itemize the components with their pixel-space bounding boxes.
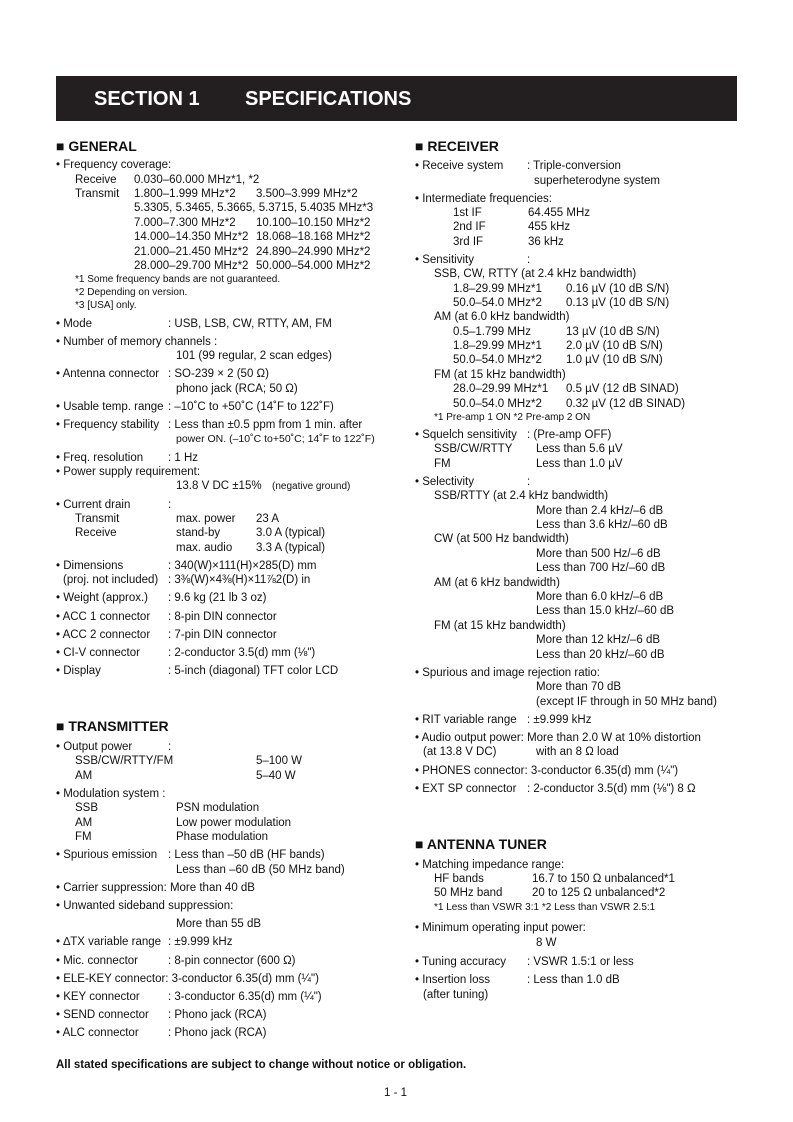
- spec-value: : (Pre-amp OFF): [527, 429, 612, 441]
- spec-sublabel: (at 13.8 V DC): [423, 746, 497, 758]
- spec-value: 101 (99 regular, 2 scan edges): [176, 350, 332, 362]
- spec-sublabel: FM: [75, 831, 92, 843]
- spec-value: Less than 15.0 kHz/–60 dB: [536, 605, 675, 617]
- section-title: SPECIFICATIONS: [245, 88, 412, 110]
- spec-value: : Less than –50 dB (HF bands): [168, 849, 325, 861]
- spec-value: 13.8 V DC ±15%: [176, 480, 262, 492]
- spec-value: : 340(W)×111(H)×285(D) mm: [168, 560, 317, 572]
- spec-value: : –10˚C to +50˚C (14˚F to 122˚F): [168, 401, 334, 413]
- spec-value: : 3-conductor 6.35(d) mm (¼"): [168, 991, 322, 1003]
- spec-value: 455 kHz: [528, 221, 571, 233]
- spec-value: 3.3 A (typical): [256, 542, 326, 554]
- spec-label: • Spurious and image rejection ratio:: [415, 667, 600, 679]
- spec-label: • Carrier suppression: More than 40 dB: [56, 882, 255, 894]
- spec-value: More than 70 dB: [536, 681, 622, 693]
- spec-label: • Receive system: [415, 160, 504, 172]
- spec-sublabel: SSB/CW/RTTY: [434, 443, 513, 455]
- spec-sublabel: SSB/CW/RTTY/FM: [75, 755, 174, 767]
- spec-label: • ACC 2 connector: [56, 629, 151, 641]
- spec-sublabel: 50 MHz band: [434, 887, 503, 899]
- spec-label: • Frequency stability: [56, 419, 160, 431]
- spec-value: max. power: [176, 513, 236, 525]
- spec-value: More than 6.0 kHz/–6 dB: [536, 591, 664, 603]
- section-number: SECTION 1: [94, 88, 200, 110]
- spec-value: : ±9.999 kHz: [168, 936, 233, 948]
- spec-value: Less than –60 dB (50 MHz band): [176, 864, 345, 876]
- spec-sublabel: FM: [434, 458, 451, 470]
- spec-label: • Sensitivity: [415, 254, 474, 266]
- footnote: *3 [USA] only.: [75, 300, 137, 311]
- spec-value: 1.0 µV (10 dB S/N): [566, 354, 663, 366]
- section-banner: [56, 76, 737, 121]
- spec-value: 50.000–54.000 MHz*2: [256, 260, 371, 272]
- spec-value: : USB, LSB, CW, RTTY, AM, FM: [168, 318, 332, 330]
- spec-label: • Dimensions: [56, 560, 124, 572]
- spec-value: : 8-pin DIN connector: [168, 611, 277, 623]
- tuner-heading: ■ ANTENNA TUNER: [415, 836, 547, 852]
- spec-label: • Intermediate frequencies:: [415, 193, 552, 205]
- spec-sublabel: AM (at 6.0 kHz bandwidth): [434, 311, 570, 323]
- transmitter-heading: ■ TRANSMITTER: [56, 718, 169, 734]
- spec-sublabel: 1.8–29.99 MHz*1: [453, 340, 542, 352]
- spec-sublabel: CW (at 500 Hz bandwidth): [434, 533, 569, 545]
- spec-value: Less than 3.6 kHz/–60 dB: [536, 519, 668, 531]
- spec-value: : 8-pin connector (600 Ω): [168, 955, 296, 967]
- spec-value: with an 8 Ω load: [536, 746, 619, 758]
- spec-sublabel: AM (at 6 kHz bandwidth): [434, 577, 560, 589]
- spec-value: : 1 Hz: [168, 452, 199, 464]
- spec-value: Low power modulation: [176, 817, 292, 829]
- spec-label: • Current drain: [56, 499, 131, 511]
- spec-value: 3.0 A (typical): [256, 527, 326, 539]
- spec-value: phono jack (RCA; 50 Ω): [176, 383, 298, 395]
- spec-value: PSN modulation: [176, 802, 260, 814]
- spec-value: Phase modulation: [176, 831, 269, 843]
- spec-label: • Output power: [56, 741, 133, 753]
- spec-sublabel: 50.0–54.0 MHz*2: [453, 297, 542, 309]
- spec-label: • Power supply requirement:: [56, 466, 201, 478]
- spec-label: • Display: [56, 665, 101, 677]
- spec-value: : ±9.999 kHz: [527, 714, 592, 726]
- spec-value: More than 55 dB: [176, 918, 262, 930]
- spec-value: 36 kHz: [528, 236, 564, 248]
- spec-value: More than 500 Hz/–6 dB: [536, 548, 661, 560]
- spec-label: • ELE-KEY connector: 3-conductor 6.35(d) mm (¼"): [56, 973, 319, 985]
- spec-sublabel: 0.5–1.799 MHz: [453, 326, 531, 338]
- spec-sublabel: Transmit: [75, 513, 120, 525]
- spec-value: : Phono jack (RCA): [168, 1027, 267, 1039]
- spec-value: 23 A: [256, 513, 280, 525]
- spec-sublabel: 28.0–29.99 MHz*1: [453, 383, 549, 395]
- spec-sublabel: SSB: [75, 802, 99, 814]
- spec-label: • Insertion loss: [415, 974, 490, 986]
- spec-value: : Less than 1.0 dB: [527, 974, 620, 986]
- spec-label: • Matching impedance range:: [415, 859, 565, 871]
- spec-value: 5–40 W: [256, 770, 296, 782]
- spec-label: • Modulation system :: [56, 788, 166, 800]
- spec-label: • Antenna connector: [56, 368, 160, 380]
- spec-value: : Phono jack (RCA): [168, 1009, 267, 1021]
- spec-value: Less than 700 Hz/–60 dB: [536, 562, 666, 574]
- spec-label: • Audio output power: More than 2.0 W at 10% distortion: [415, 732, 701, 744]
- spec-label: • EXT SP connector: [415, 783, 517, 795]
- spec-value: : 5-inch (diagonal) TFT color LCD: [168, 665, 339, 677]
- spec-value: 0.5 µV (12 dB SINAD): [566, 383, 679, 395]
- spec-value: : Less than ±0.5 ppm from 1 min. after: [168, 419, 363, 431]
- spec-label: • CI-V connector: [56, 647, 140, 659]
- spec-value: superheterodyne system: [534, 175, 660, 187]
- spec-sublabel: SSB, CW, RTTY (at 2.4 kHz bandwidth): [434, 268, 637, 280]
- spec-sublabel: Receive: [75, 527, 117, 539]
- spec-value: 21.000–21.450 MHz*2: [134, 246, 249, 258]
- spec-label: • PHONES connector: 3-conductor 6.35(d) mm (¼"): [415, 765, 679, 777]
- spec-value: (except IF through in 50 MHz band): [536, 696, 717, 708]
- spec-label: • Tuning accuracy: [415, 956, 506, 968]
- spec-value: : 2-conductor 3.5(d) mm (⅛") 8 Ω: [527, 783, 696, 795]
- spec-value: Less than 5.6 µV: [536, 443, 623, 455]
- spec-label: • Weight (approx.): [56, 592, 149, 604]
- spec-value: 64.455 MHz: [528, 207, 591, 219]
- spec-label: • Mic. connector: [56, 955, 138, 967]
- spec-sublabel: HF bands: [434, 873, 484, 885]
- spec-value: 5.3305, 5.3465, 5.3665, 5.3715, 5.4035 MHz*3: [134, 202, 374, 214]
- spec-label: • Squelch sensitivity: [415, 429, 517, 441]
- spec-label: • ACC 1 connector: [56, 611, 151, 623]
- spec-value: 20 to 125 Ω unbalanced*2: [532, 887, 666, 899]
- spec-value: power ON. (–10˚C to+50˚C; 14˚F to 122˚F): [176, 433, 375, 445]
- spec-sublabel: Transmit: [75, 188, 120, 200]
- spec-value: 5–100 W: [256, 755, 303, 767]
- spec-sublabel: AM: [75, 770, 93, 782]
- spec-value: :: [168, 741, 172, 753]
- spec-note: (negative ground): [272, 481, 351, 492]
- spec-value: 2.0 µV (10 dB S/N): [566, 340, 663, 352]
- spec-sublabel: AM: [75, 817, 93, 829]
- spec-sublabel: 50.0–54.0 MHz*2: [453, 398, 542, 410]
- spec-value: 3.500–3.999 MHz*2: [256, 188, 358, 200]
- spec-value: stand-by: [176, 527, 221, 539]
- spec-value: :: [527, 476, 531, 488]
- spec-value: : 7-pin DIN connector: [168, 629, 277, 641]
- spec-value: 0.030–60.000 MHz*1, *2: [134, 174, 260, 186]
- disclaimer: All stated specifications are subject to change without notice or obligation.: [56, 1059, 467, 1071]
- receiver-heading: ■ RECEIVER: [415, 138, 499, 154]
- spec-value: : 2-conductor 3.5(d) mm (⅛"): [168, 647, 316, 659]
- spec-value: : VSWR 1.5:1 or less: [527, 956, 634, 968]
- spec-value: Less than 20 kHz/–60 dB: [536, 649, 665, 661]
- spec-value: 0.16 µV (10 dB S/N): [566, 283, 670, 295]
- spec-label: • Spurious emission: [56, 849, 158, 861]
- spec-sublabel: (after tuning): [423, 989, 489, 1001]
- spec-label: • Unwanted sideband suppression:: [56, 900, 234, 912]
- spec-value: 18.068–18.168 MHz*2: [256, 231, 371, 243]
- spec-value: 10.100–10.150 MHz*2: [256, 217, 371, 229]
- spec-label: • Number of memory channels :: [56, 336, 218, 348]
- spec-sublabel: 1st IF: [453, 207, 482, 219]
- spec-value: More than 2.4 kHz/–6 dB: [536, 505, 664, 517]
- spec-value: 0.32 µV (12 dB SINAD): [566, 398, 686, 410]
- spec-label: • KEY connector: [56, 991, 140, 1003]
- spec-label: • RIT variable range: [415, 714, 517, 726]
- spec-value: 24.890–24.990 MHz*2: [256, 246, 371, 258]
- spec-value: :: [168, 499, 172, 511]
- footnote: *1 Less than VSWR 3:1 *2 Less than VSWR 2.5:1: [434, 902, 656, 913]
- spec-value: 16.7 to 150 Ω unbalanced*1: [532, 873, 675, 885]
- spec-sublabel: 50.0–54.0 MHz*2: [453, 354, 542, 366]
- spec-sublabel: FM (at 15 kHz bandwidth): [434, 620, 566, 632]
- spec-value: More than 12 kHz/–6 dB: [536, 634, 661, 646]
- spec-label: • Mode: [56, 318, 92, 330]
- spec-value: 14.000–14.350 MHz*2: [134, 231, 249, 243]
- spec-value: 8 W: [536, 937, 557, 949]
- spec-value: 13 µV (10 dB S/N): [566, 326, 660, 338]
- spec-label: • Minimum operating input power:: [415, 922, 586, 934]
- spec-value: : 9.6 kg (21 lb 3 oz): [168, 592, 267, 604]
- spec-sublabel: Receive: [75, 174, 117, 186]
- spec-label: • SEND connector: [56, 1009, 149, 1021]
- spec-value: : 3⅜(W)×4⅜(H)×11⅞2(D) in: [168, 574, 311, 586]
- spec-label: • ∆TX variable range: [56, 936, 162, 948]
- spec-label: • Frequency coverage:: [56, 159, 172, 171]
- spec-value: Less than 1.0 µV: [536, 458, 623, 470]
- spec-value: 1.800–1.999 MHz*2: [134, 188, 236, 200]
- spec-sublabel: (proj. not included): [63, 574, 159, 586]
- spec-value: 28.000–29.700 MHz*2: [134, 260, 249, 272]
- spec-value: max. audio: [176, 542, 233, 554]
- spec-sublabel: 3rd IF: [453, 236, 484, 248]
- spec-sublabel: 1.8–29.99 MHz*1: [453, 283, 542, 295]
- spec-label: • ALC connector: [56, 1027, 139, 1039]
- spec-value: 7.000–7.300 MHz*2: [134, 217, 236, 229]
- general-heading: ■ GENERAL: [56, 138, 137, 154]
- footnote: *1 Pre-amp 1 ON *2 Pre-amp 2 ON: [434, 412, 591, 423]
- spec-value: 0.13 µV (10 dB S/N): [566, 297, 670, 309]
- spec-value: :: [527, 254, 531, 266]
- spec-sublabel: SSB/RTTY (at 2.4 kHz bandwidth): [434, 490, 609, 502]
- spec-sublabel: FM (at 15 kHz bandwidth): [434, 369, 566, 381]
- page-number: 1 - 1: [384, 1087, 408, 1099]
- spec-value: : Triple-conversion: [527, 160, 621, 172]
- spec-sublabel: 2nd IF: [453, 221, 486, 233]
- spec-label: • Usable temp. range: [56, 401, 164, 413]
- footnote: *1 Some frequency bands are not guaranteed.: [75, 274, 281, 285]
- spec-label: • Freq. resolution: [56, 452, 144, 464]
- footnote: *2 Depending on version.: [75, 287, 188, 298]
- spec-label: • Selectivity: [415, 476, 474, 488]
- spec-value: : SO-239 × 2 (50 Ω): [168, 368, 269, 380]
